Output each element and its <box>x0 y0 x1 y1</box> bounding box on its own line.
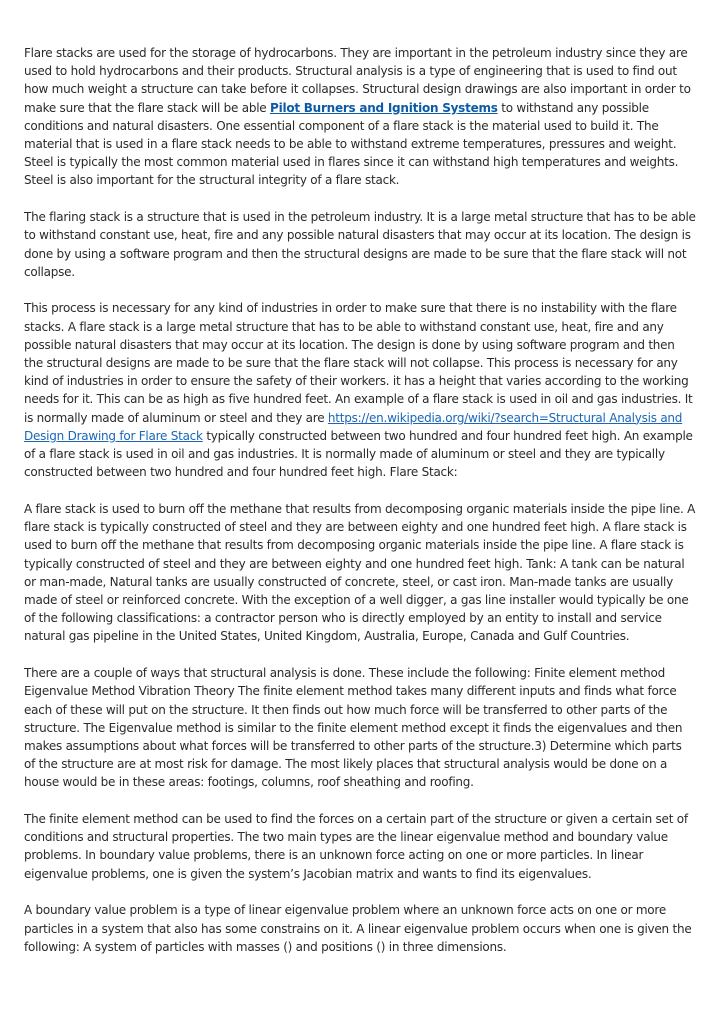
paragraph-5: There are a couple of ways that structural analysis is done. These include the following: Finite element method Eigenvalue Method Vibration Theory The finite element method takes many different inputs and finds what force each of these will put on the structure. It then finds out how much force will be transferred to other parts of the structure. The Eigenvalue method is similar to the finite element method except it finds the eigenvalues and then makes assumptions about what forces will be transferred to other parts of the structure.3) Determine which parts of the structure are at most risk for damage. The most likely places that structural analysis would be done on a house would be in these areas: footings, columns, roof sheathing and roofing. <box>24 666 683 790</box>
paragraph-6: The finite element method can be used to find the forces on a certain part of the structure or given a certain set of conditions and structural properties. The two main types are the linear eigenvalue method and boundary value problems. In boundary value problems, there is an unknown force acting on one or more particles. In linear eigenvalue problems, one is given the system’s Jacobian matrix and wants to find its eigenvalues. <box>24 812 688 881</box>
pilot-burners-link[interactable]: Pilot Burners and Ignition Systems <box>270 100 498 115</box>
article-body <box>24 44 696 974</box>
paragraph-2: The flaring stack is a structure that is used in the petroleum industry. It is a large metal structure that has to be able to withstand constant use, heat, fire and any possible natural disasters that may occur at its location. The design is done by using a software program and then the structural designs are made to be sure that the flare stack will not collapse. <box>24 210 696 279</box>
paragraph-3-text-b: typically constructed between two hundred and four hundred feet high. An example of a flare stack is used in oil and gas industries. It is normally made of aluminum or steel and they are typically constructed between two hundred and four hundred feet high. Flare Stack: <box>24 428 693 480</box>
paragraph-3-text-a: This process is necessary for any kind of industries in order to make sure that there is no instability with the flare stacks. A flare stack is a large metal structure that has to be able to withstand constant use, heat, fire and any possible natural disasters that may occur at its location. The design is done by using software program and then the structural designs are made to be sure that the flare stack will not collapse. This process is necessary for any kind of industries in order to ensure the safety of their workers. it has a height that varies according to the working needs for it. This can be as high as five hundred feet. An example of a flare stack is used in oil and gas industries. It is normally made of aluminum or steel and they are <box>24 301 693 425</box>
paragraph-7: A boundary value problem is a type of linear eigenvalue problem where an unknown force acts on one or more particles in a system that also has some constrains on it. A linear eigenvalue problem occurs when one is given the following: A system of particles with masses () and positions () in three dimensions. <box>24 903 692 954</box>
paragraph-3 <box>24 299 696 481</box>
paragraph-1 <box>24 44 696 190</box>
wikipedia-search-link[interactable]: https://en.wikipedia.org/wiki/?search=Structural Analysis and Design Drawing for Flare Stack <box>24 410 683 443</box>
paragraph-4: A flare stack is used to burn off the methane that results from decomposing organic materials inside the pipe line. A flare stack is typically constructed of steel and they are between eighty and one hundred feet high. A flare stack is used to burn off the methane that results from decomposing organic materials inside the pipe line. A flare stack is typically constructed of steel and they are between eighty and one hundred feet high. Tank: A tank can be natural or man-made, Natural tanks are usually constructed of concrete, steel, or cast iron. Man-made tanks are usually made of steel or reinforced concrete. With the exception of a well digger, a gas line installer would typically be one of the following classifications: a contractor person who is directly employed by an entity to install and service natural gas pipeline in the United States, United Kingdom, Australia, Europe, Canada and Gulf Countries. <box>24 501 696 644</box>
paragraph-1-text-b: to withstand any possible conditions and natural disasters. One essential component of a flare stack is the material used to build it. The material that is used in a flare stack needs to be able to withstand extreme temperatures, pressures and weight. Steel is typically the most common material used in flares since it can withstand high temperatures and weights. Steel is also important for the structural integrity of a flare stack. <box>24 100 679 188</box>
paragraph-1-text-a: Flare stacks are used for the storage of hydrocarbons. They are important in the petroleum industry since they are used to hold hydrocarbons and their products. Structural analysis is a type of engineering that is used to find out how much weight a structure can take before it collapses. Structural design drawings are also important in order to make sure that the flare stack will be able <box>24 46 691 115</box>
